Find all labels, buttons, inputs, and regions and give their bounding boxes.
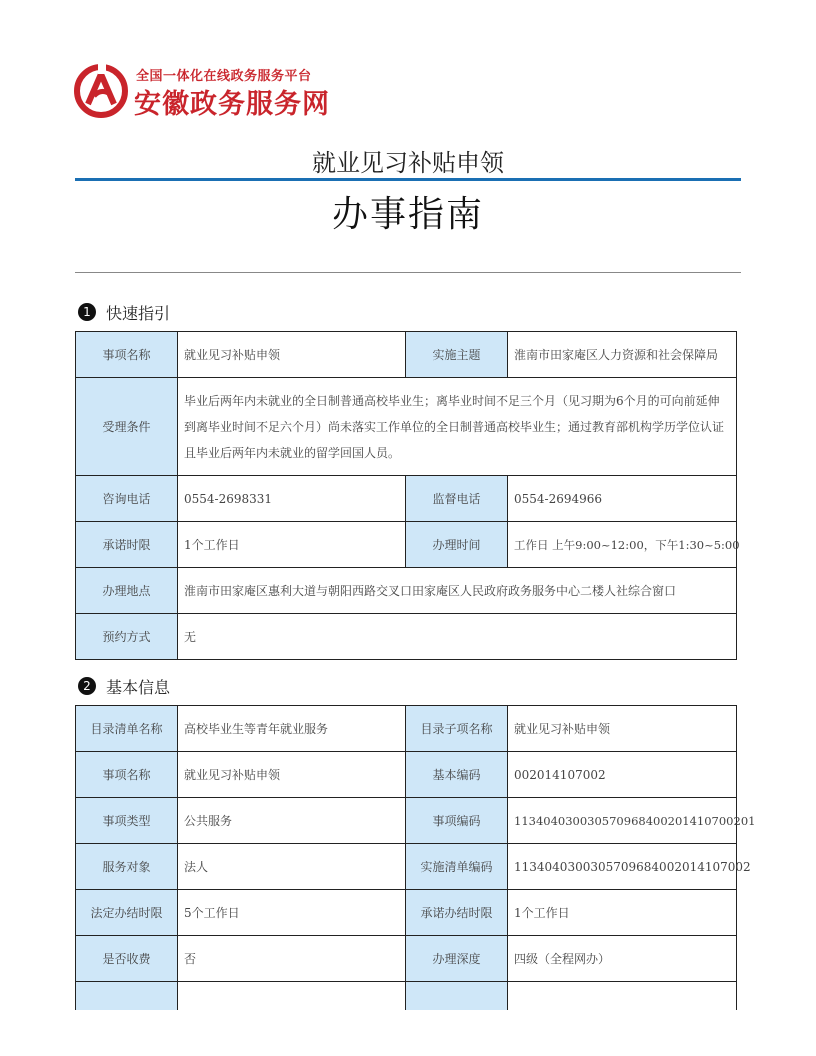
section-title: 快速指引 [106,303,171,323]
table-row [76,332,737,378]
section-title: 基本信息 [106,677,171,697]
field-value: 11340403003057096840020141070020​1 [508,798,737,844]
field-value: 公共服务 [178,798,406,844]
field-label: 办理深度 [406,936,508,982]
field-value: 高校毕业生等青年就业服务 [178,706,406,752]
section-number-badge: 1 [78,303,96,321]
field-value: 四级（全程网办） [508,936,737,982]
field-label [406,982,508,1011]
table-row [76,798,737,844]
quick-guide-table [75,331,740,660]
logo-tagline: 全国一体化在线政务服务平台 [136,69,312,84]
table-row [76,522,737,568]
table-row [76,936,737,982]
table-row [76,568,737,614]
field-label: 事项编码 [406,798,508,844]
field-value: 法人 [178,844,406,890]
field-label: 办理时间 [406,522,508,568]
site-logo[interactable] [74,62,374,120]
field-label: 事项名称 [76,752,178,798]
consult-phone-value: 0554-2698331 [178,476,406,522]
field-value: 11340403003057096840020141070​02 [508,844,737,890]
field-label: 承诺时限 [76,522,178,568]
table-row [76,982,737,1011]
field-label: 是否收费 [76,936,178,982]
section-number-badge: 2 [78,677,96,695]
section-quick-guide-heading [78,301,170,323]
service-subtitle: 就业见习补贴申领 [312,149,504,177]
table-row [76,706,737,752]
field-label: 目录清单名称 [76,706,178,752]
basic-info-table [75,705,756,1010]
field-label: 基本编码 [406,752,508,798]
field-label: 受理条件 [76,378,178,476]
field-label: 办理地点 [76,568,178,614]
address-value: 淮南市田家庵区惠利大道与朝阳西路交叉口田家庵区人民政府政务服务中心二楼人社综合窗口 [178,568,737,614]
field-label: 事项类型 [76,798,178,844]
table-row [76,890,737,936]
page-title: 办事指南 [331,194,484,235]
field-label: 服务对象 [76,844,178,890]
anhui-gov-service-logo-icon [74,64,128,118]
field-value: 工作日 上午9:00~12:00，下午1:30~5:00 [508,522,737,568]
field-value: 否 [178,936,406,982]
title-divider [75,178,741,181]
field-label: 目录子项名称 [406,706,508,752]
field-value: 就业见习补贴申领 [178,332,406,378]
table-row [76,752,737,798]
field-value: 1个工作日 [178,522,406,568]
field-label [76,982,178,1011]
table-row [76,844,737,890]
logo-name: 安徽政务服务网 [134,89,330,120]
field-value: 002014107002 [508,752,737,798]
table-row [76,476,737,522]
field-value [508,982,737,1011]
table-row [76,614,737,660]
field-label: 监督电话 [406,476,508,522]
field-label: 实施清单编码 [406,844,508,890]
field-label: 实施主题 [406,332,508,378]
field-value: 5个工作日 [178,890,406,936]
field-value [178,982,406,1011]
header-divider [75,272,741,273]
field-label: 咨询电话 [76,476,178,522]
field-value: 1个工作日 [508,890,737,936]
field-value: 淮南市田家庵区人力资源和社会保障局 [508,332,737,378]
field-label: 承诺办结时限 [406,890,508,936]
supervise-phone-value: 0554-2694966 [508,476,737,522]
field-value: 就业见习补贴申领 [178,752,406,798]
field-label: 事项名称 [76,332,178,378]
acceptance-conditions-value: 毕业后两年内未就业的全日制普通高校毕业生；离毕业时间不足三个月（见习期为6个月的可向前延伸到离毕业时间不足六个月）尚未落实工作单位的全日制普通高校毕业生；通过教育部机构学历学位认证且毕业后两年内未就业的留学回国人员。 [178,378,737,476]
field-label: 预约方式 [76,614,178,660]
field-value: 就业见习补贴申领 [508,706,737,752]
field-value: 无 [178,614,737,660]
section-basic-info-heading [78,675,170,697]
table-row [76,378,737,476]
field-label: 法定办结时限 [76,890,178,936]
